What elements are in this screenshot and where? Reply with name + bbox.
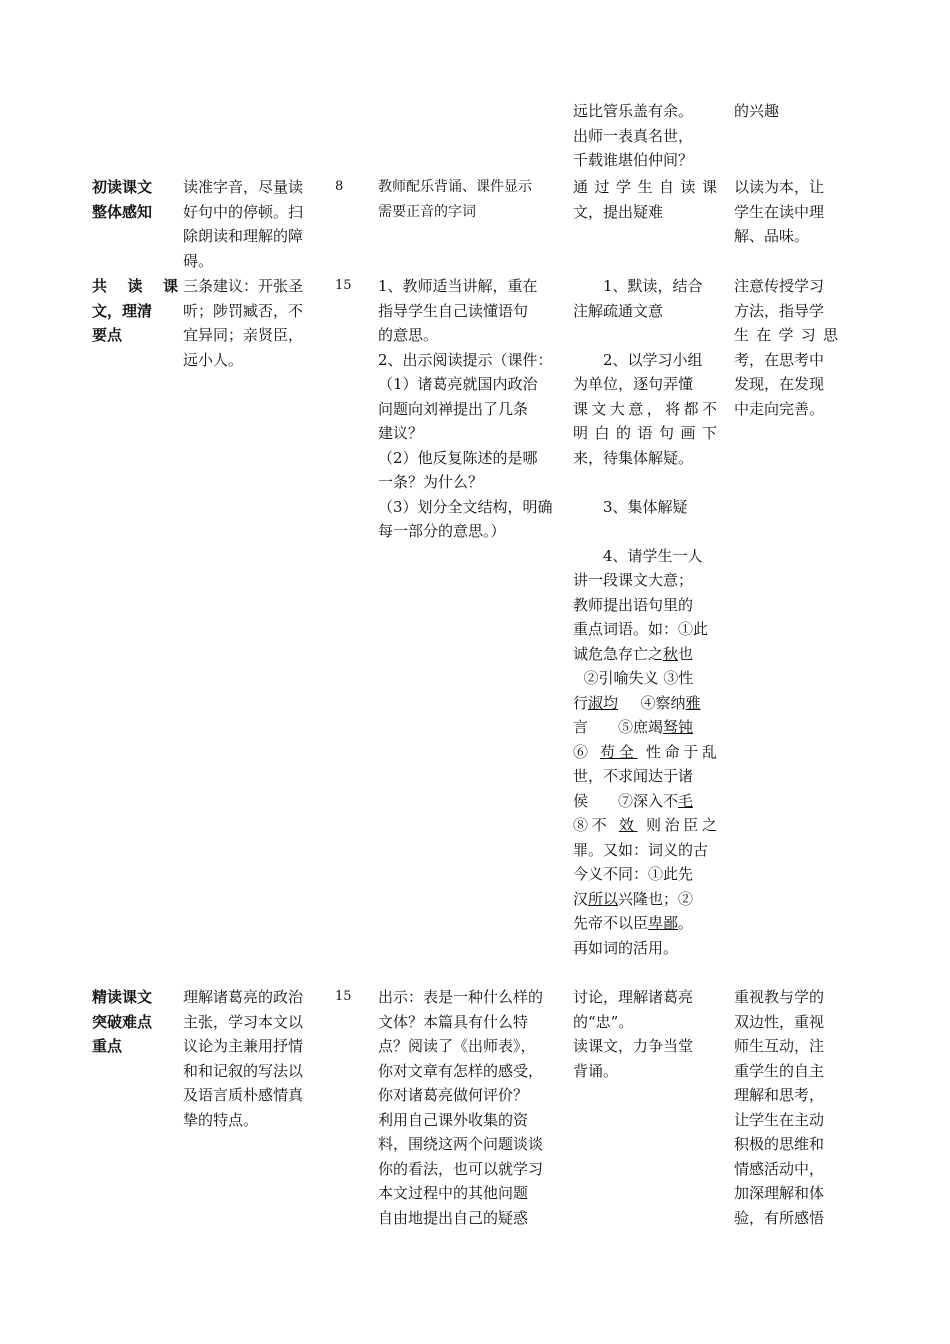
text-line: 读课文，力争当堂 [573, 1037, 694, 1055]
text-line: 再如词的活用。 [573, 938, 679, 957]
text-run: 先帝不以臣 [573, 914, 649, 932]
row3-teacher-cell [378, 985, 558, 1230]
row2-teacher-cell [378, 274, 558, 544]
text-line: 突破难点 [92, 1012, 153, 1031]
text-line: 背诵。 [573, 1061, 619, 1080]
text-line: 精读课文 [92, 988, 153, 1006]
text-run: 性命于乱 [645, 742, 717, 761]
text-line: 注意传授学习 [734, 277, 825, 295]
text-line: （3）划分全文结构，明确 [378, 497, 553, 516]
row3-time-cell: 15 [335, 989, 352, 1004]
text-run: 兴隆也；② [618, 889, 694, 908]
text-line [573, 642, 717, 667]
text-line: 世，不求闻达于诸 [573, 767, 694, 785]
row1-intent-cell [734, 175, 838, 249]
text-line: 远比管乐盖有余。 [573, 102, 694, 120]
text-line: 文体？本篇具有什么特 [378, 1012, 529, 1031]
text-line: 罪。又如：词义的古 [573, 840, 709, 859]
top-intent-cell [734, 99, 838, 124]
text-line: 考，在思考中 [734, 350, 825, 369]
text-line [573, 887, 717, 912]
text-line: 重点词语。如：①此 [573, 620, 709, 638]
text-line: 1、教师适当讲解，重在 [378, 277, 538, 295]
text-line: 今义不同：①此先 [573, 865, 694, 883]
underlined-word: 雅 [685, 693, 701, 712]
text-line: 和和记叙的写法以 [183, 1061, 304, 1080]
text-line: 的“忠”。 [573, 1012, 634, 1031]
text-line: 整体感知 [92, 202, 153, 221]
text-run: 行 [573, 693, 589, 712]
text-line: 远小人。 [183, 350, 244, 369]
text-line: 问题向刘禅提出了几条 [378, 399, 529, 418]
text-line: 利用自己课外收集的资 [378, 1110, 529, 1129]
text-line: 注解疏通文意 [573, 301, 664, 320]
row3-student-cell [573, 985, 717, 1083]
text-line: 主张，学习本文以 [183, 1012, 304, 1031]
text-line: 共 读 课 [92, 277, 178, 295]
text-line: 让学生在主动 [734, 1110, 825, 1129]
text-line: 你对文章有怎样的感受， [378, 1061, 544, 1080]
text-line: 加深理解和体 [734, 1184, 825, 1202]
text-line: 理解和思考， [734, 1086, 825, 1104]
row1-student-cell [573, 175, 717, 224]
text-line: 初读课文 [92, 178, 153, 196]
text-run: 。 [678, 914, 694, 932]
text-line: （2）他反复陈述的是哪 [378, 448, 538, 467]
text-line: 挚的特点。 [183, 1110, 259, 1129]
text-line [573, 911, 717, 936]
row3-content-cell [183, 985, 323, 1132]
text-line: 中走向完善。 [734, 399, 825, 418]
text-line: 千载谁堪伯仲间？ [573, 151, 694, 169]
text-line: 碍。 [183, 251, 214, 270]
text-line: 建议？ [378, 424, 424, 442]
text-line: 积极的思维和 [734, 1135, 825, 1153]
text-line: 为单位，逐句弄懂 [573, 375, 694, 393]
text-run: ⑤庶竭 [618, 718, 664, 736]
text-line: 以读为本，让 [734, 178, 825, 196]
underlined-word: 所以 [588, 889, 619, 908]
text-line [573, 691, 717, 716]
text-line: 每一部分的意思。） [378, 522, 506, 540]
text-line: 情感活动中， [734, 1159, 825, 1178]
text-line [573, 740, 717, 765]
text-line: 的意思。 [378, 326, 439, 344]
text-line: 除朗读和理解的障 [183, 227, 304, 245]
text-line: 指导学生自己读懂语句 [378, 301, 529, 320]
text-line: 学生在读中理 [734, 202, 825, 221]
text-line: 重学生的自主 [734, 1061, 825, 1080]
text-line: 文，理清 [92, 301, 153, 320]
text-line: 来，待集体解疑。 [573, 448, 694, 467]
text-line [573, 715, 717, 740]
underlined-word: 效 [618, 816, 638, 834]
row1-time-cell: 8 [335, 179, 344, 194]
row3-stage-cell [92, 985, 178, 1059]
text-line [573, 813, 717, 838]
text-run: ④察纳 [640, 693, 686, 712]
text-line: 好句中的停顿。扫 [183, 202, 304, 221]
text-line: 通过学生自读课 [573, 178, 717, 196]
text-line: 讨论，理解诸葛亮 [573, 988, 694, 1006]
underlined-word: 秋 [663, 644, 679, 663]
row2-time-cell: 15 [335, 278, 352, 293]
text-line [573, 789, 717, 814]
text-run: 言 [573, 718, 589, 736]
text-line: 文，提出疑难 [573, 202, 664, 221]
row2-stage-cell [92, 274, 178, 348]
text-line: 的兴趣 [734, 102, 780, 120]
text-line: 3、集体解疑 [603, 497, 688, 516]
text-line: 听；陟罚臧否，不 [183, 301, 304, 320]
text-line: 1、默读，结合 [603, 277, 703, 295]
row2-content-cell [183, 274, 323, 372]
text-run: 诚危急存亡之 [573, 644, 664, 663]
underlined-word: 驽钝 [663, 718, 694, 736]
text-line: 你的看法，也可以就学习 [378, 1159, 544, 1178]
text-line: 生在学习思 [734, 326, 838, 344]
text-run: ⑧不 [573, 816, 611, 834]
row1-content-cell [183, 175, 323, 273]
underlined-word: 毛 [678, 791, 694, 810]
text-line: 理解诸葛亮的政治 [183, 988, 304, 1006]
text-line: 解、品味。 [734, 227, 810, 245]
text-line: 教师提出语句里的 [573, 595, 694, 614]
text-line: 出示：表是一种什么样的 [378, 988, 544, 1006]
text-line: 验，有所感悟 [734, 1208, 825, 1227]
text-line: 发现，在发现 [734, 375, 825, 393]
text-line: 师生互动，注 [734, 1037, 825, 1055]
text-line: 重点 [92, 1037, 123, 1055]
text-line: 重视教与学的 [734, 988, 825, 1006]
row1-teacher-cell [378, 175, 558, 224]
text-line: 你对诸葛亮做何评价？ [378, 1086, 529, 1104]
text-line: 方法，指导学 [734, 301, 825, 320]
text-run: 则治臣之 [645, 816, 717, 834]
underlined-word: 苟全 [600, 742, 638, 761]
text-line: 议论为主兼用抒情 [183, 1037, 304, 1055]
text-line: 课文大意，将都不 [573, 399, 717, 418]
row1-stage-cell [92, 175, 178, 224]
text-line: 2、以学习小组 [603, 350, 703, 369]
text-line: 讲一段课文大意； [573, 571, 694, 589]
text-line: 2、出示阅读提示（课件： [378, 350, 553, 369]
text-line: 本文过程中的其他问题 [378, 1184, 529, 1202]
text-line: 宜异同；亲贤臣， [183, 326, 304, 344]
text-line: 要点 [92, 326, 123, 344]
text-line: 点？阅读了《出师表》， [378, 1037, 536, 1055]
row2-intent-cell [734, 274, 838, 421]
text-line: 一条？为什么？ [378, 473, 484, 491]
text-run: ⑦深入不 [618, 791, 679, 810]
underlined-word: 卑鄙 [648, 914, 679, 932]
text-line: 读准字音，尽量读 [183, 178, 304, 196]
top-student-cell [573, 99, 717, 173]
row3-intent-cell [734, 985, 838, 1230]
text-run: ⑥ [573, 742, 592, 761]
text-line: 出师一表真名世， [573, 126, 694, 145]
underlined-word: 淑均 [588, 693, 619, 712]
text-run: 侯 [573, 791, 589, 810]
text-run: 汉 [573, 889, 589, 908]
text-line: ②引喻失义 ③性 [583, 669, 694, 687]
text-line: 双边性，重视 [734, 1012, 825, 1031]
text-run: 也 [678, 644, 694, 663]
text-line: 需要正音的字词 [378, 203, 476, 220]
text-line: 料，围绕这两个问题谈谈 [378, 1135, 544, 1153]
text-line: 4、请学生一人 [603, 546, 703, 565]
text-line: （1）诸葛亮就国内政治 [378, 375, 538, 393]
row2-student-cell [573, 274, 717, 960]
text-line: 三条建议：开张圣 [183, 277, 304, 295]
text-line: 明白的语句画下 [573, 424, 717, 442]
text-line: 及语言质朴感情真 [183, 1086, 304, 1104]
text-line: 自由地提出自己的疑惑 [378, 1208, 529, 1227]
text-line: 教师配乐背诵、课件显示 [378, 179, 532, 195]
